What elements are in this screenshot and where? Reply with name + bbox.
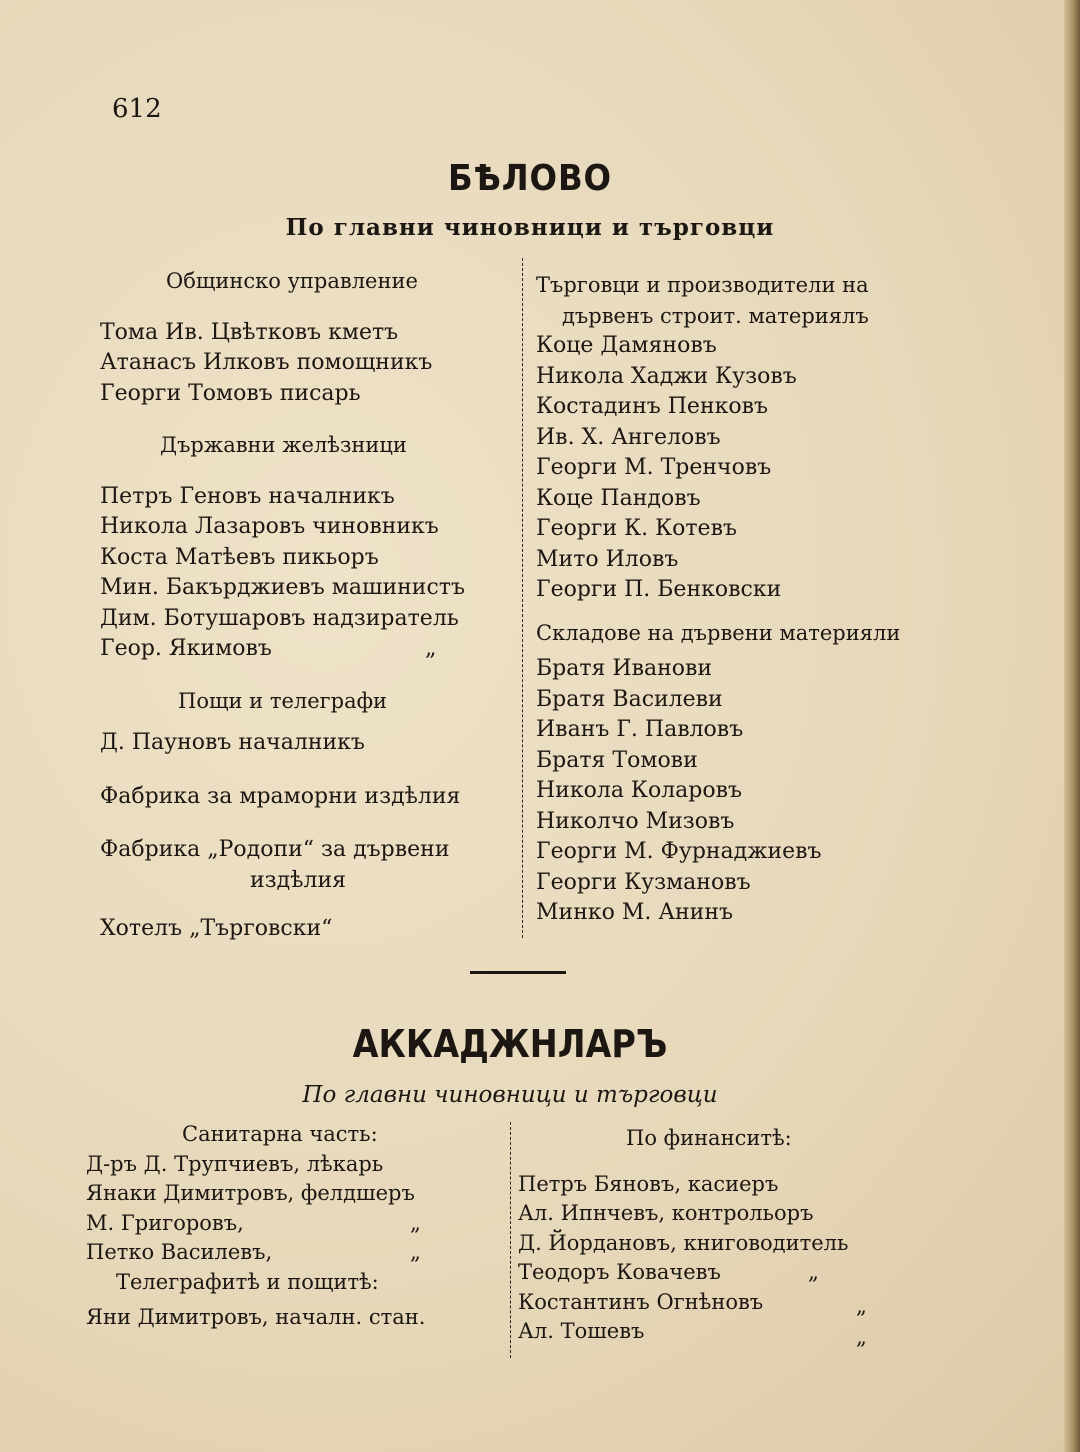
entry: Д. Пауновъ началникъ [100, 730, 365, 755]
entry: Коце Пандовъ [536, 485, 701, 511]
entry [518, 1288, 948, 1318]
entry: Георги М. Фурнаджиевъ [536, 839, 822, 864]
entry: Д-ръ Д. Трупчиевъ, лѣкарь [86, 1151, 384, 1176]
column-divider [522, 258, 523, 938]
section-title-akkadzhnlar: АККАДЖНЛАРЪ [352, 1022, 668, 1066]
spacer [100, 409, 520, 430]
entry: Яни Димитровъ, началн. стан. [86, 1305, 426, 1329]
entry-text: Ал. Тошевъ [518, 1319, 645, 1343]
akkadzhnlar-left-column [86, 1120, 506, 1333]
entry: Д. Йордановъ, книговодитель [518, 1230, 849, 1255]
entry: Никола Лазаровъ чиновникъ [100, 514, 439, 539]
page-number: 612 [112, 94, 162, 124]
entry: Фабрика за мраморни издѣлия [100, 783, 461, 809]
entry: Ал. Ипнчевъ, контрольоръ [518, 1201, 814, 1225]
section-subtitle-belovo: По главни чиновници и търговци [285, 214, 775, 241]
section-subtitle-akkadzhnlar: По главни чиновници и търговци [302, 1082, 718, 1108]
entry: Мин. Бакърджиевъ машинистъ [100, 575, 465, 600]
entry: Никола Хаджи Кузовъ [536, 363, 797, 389]
entry: Тома Ив. Цвѣтковъ кметъ [100, 319, 399, 345]
heading-municipal: Общинско управление [166, 269, 418, 293]
spacer [100, 896, 520, 914]
entry: Петръ Бяновъ, касиеръ [518, 1171, 779, 1196]
section-separator [470, 971, 566, 974]
belovo-left-column [100, 266, 520, 945]
spacer [100, 759, 520, 782]
entry: Ив. Х. Ангеловъ [536, 424, 721, 450]
ditto-mark: „ [856, 1293, 867, 1318]
heading-telegraph-posts: Телеграфитѣ и пощитѣ: [116, 1269, 379, 1294]
heading-sanitary: Санитарна часть: [182, 1122, 378, 1146]
entry-text: Теодоръ Ковачевъ [518, 1260, 721, 1284]
entry: Братя Томови [536, 747, 698, 773]
entry-text: Костантинъ Огнѣновъ [518, 1289, 764, 1314]
spacer [100, 461, 520, 482]
entry: Георги М. Тренчовъ [536, 455, 772, 480]
entry: Никола Коларовъ [536, 778, 743, 803]
entry: Янаки Димитровъ, фелдшеръ [86, 1181, 415, 1205]
entry: Костадинъ Пенковъ [536, 394, 768, 419]
ditto-mark: „ [856, 1325, 867, 1349]
entry-text: Петко Василевъ, [86, 1240, 273, 1264]
entry [86, 1238, 506, 1268]
entry [100, 634, 520, 665]
spacer [100, 297, 520, 318]
heading-timber-traders: Търговци и производители на [536, 273, 869, 297]
entry [518, 1258, 948, 1288]
entry: Дим. Ботушаровъ надзиратель [100, 605, 459, 631]
entry: Коста Матѣевъ пикьоръ [100, 544, 379, 570]
heading-posts: Пощи и телеграфи [178, 688, 388, 713]
spacer [100, 812, 520, 835]
belovo-right-column [536, 270, 966, 929]
entry: Георги Томовъ писарь [100, 380, 361, 406]
ditto-mark: „ [410, 1240, 421, 1264]
ditto-mark: „ [425, 636, 437, 661]
spacer [536, 606, 966, 618]
akkadzhnlar-right-column [518, 1124, 948, 1347]
entry: Николчо Мизовъ [536, 808, 735, 834]
entry: Георги К. Котевъ [536, 516, 737, 541]
section-title-belovo: БѢЛОВО [447, 158, 613, 199]
entry: Братя Иванови [536, 656, 713, 681]
entry: Атанасъ Илковъ помощникъ [100, 350, 433, 375]
heading-timber-warehouses: Складове на дървени материяли [536, 620, 901, 645]
ditto-mark: „ [410, 1210, 421, 1235]
entry: Петръ Геновъ началникъ [100, 483, 395, 509]
entry: Минко М. Анинъ [536, 900, 734, 925]
entry: Фабрика „Родопи“ за дървени [100, 837, 450, 862]
entry-text: Геор. Якимовъ [100, 636, 272, 661]
entry: Георги Кузмановъ [536, 869, 751, 895]
heading-finance: По финанситѣ: [626, 1126, 792, 1150]
spacer [100, 665, 520, 686]
heading-timber-traders-cont: дървенъ строит. материялъ [562, 303, 869, 328]
entry: Иванъ Г. Павловъ [536, 717, 744, 742]
entry: Коце Дамяновъ [536, 333, 717, 358]
entry [518, 1317, 948, 1347]
entry-text: М. Григоровъ, [86, 1210, 244, 1235]
entry: Хотелъ „Търговски“ [100, 916, 333, 941]
entry: издѣлия [250, 867, 346, 893]
entry: Мито Иловъ [536, 546, 679, 572]
spacer [518, 1154, 948, 1170]
column-divider [510, 1122, 511, 1358]
heading-railways: Държавни желѣзници [160, 433, 407, 457]
entry [86, 1209, 506, 1239]
entry: Братя Василеви [536, 686, 723, 712]
spacer [100, 716, 520, 728]
book-spine-shadow [1064, 0, 1080, 1452]
entry: Георги П. Бенковски [536, 577, 782, 602]
ditto-mark: „ [808, 1260, 819, 1284]
